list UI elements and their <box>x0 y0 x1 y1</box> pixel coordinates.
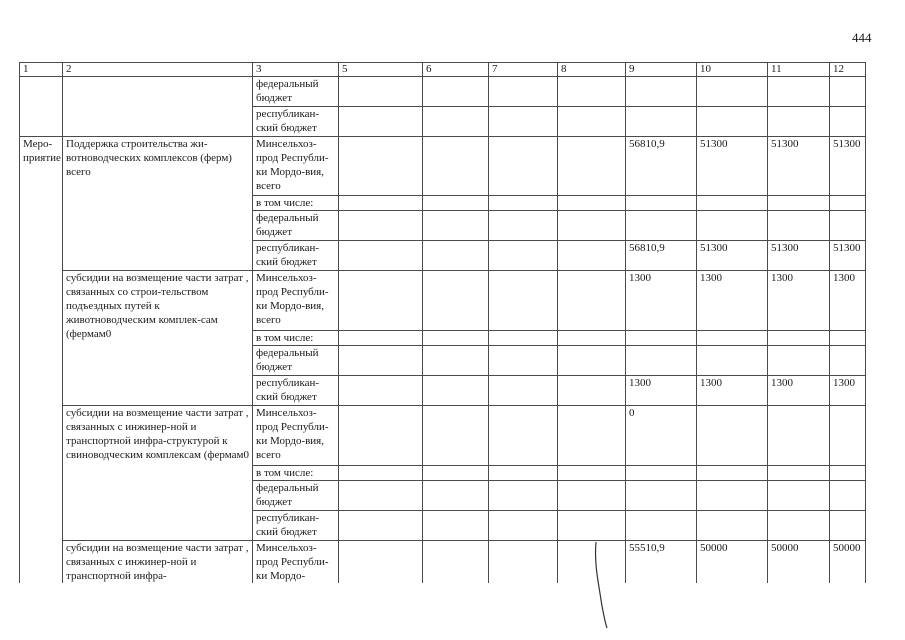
value-cell: 56810,9 <box>626 137 697 196</box>
header-row <box>20 63 866 77</box>
value-cell: 0 <box>626 406 697 466</box>
executor: Минсельхоз-прод Республи-ки Мордо-вия, всего <box>253 271 339 331</box>
value-cell: 56810,9 <box>626 241 697 271</box>
funding-source: республикан-ский бюджет <box>253 511 339 541</box>
value-cell: 1300 <box>768 376 830 406</box>
funding-source: федеральный бюджет <box>253 346 339 376</box>
executor: Минсельхоз-прод Республи-ки Мордо-вия, всего <box>253 137 339 196</box>
table-row <box>20 137 866 196</box>
measure-name: субсидии на возмещение части затрат , связанных со строи-тельством подъездных путей к животноводческим комплек-сам (фермам0 <box>63 271 253 406</box>
cell <box>20 77 63 137</box>
funding-source: в том числе: <box>253 466 339 481</box>
cell <box>63 77 253 137</box>
header-cell: 12 <box>830 63 866 77</box>
value-cell: 51300 <box>830 137 866 196</box>
header-cell: 10 <box>697 63 768 77</box>
value-cell: 50000 <box>697 541 768 601</box>
value-cell: 51300 <box>768 137 830 196</box>
value-cell: 1300 <box>697 376 768 406</box>
value-cell: 1300 <box>830 376 866 406</box>
value-cell: 50000 <box>768 541 830 601</box>
measure-name: Поддержка строительства жи-вотноводческих комплексов (ферм) всего <box>63 137 253 271</box>
funding-source: республикан-ский бюджет <box>253 376 339 406</box>
funding-source: федеральный бюджет <box>253 77 339 107</box>
value-cell: 51300 <box>697 137 768 196</box>
header-cell: 11 <box>768 63 830 77</box>
funding-source: в том числе: <box>253 331 339 346</box>
measure-name: субсидии на возмещение части затрат , связанных с инжинер-ной и транспортной инфра-структурой к свиноводческим комплексам (фермам0 <box>63 406 253 541</box>
header-cell: 5 <box>339 63 423 77</box>
value-cell: 1300 <box>697 271 768 331</box>
value-cell: 55510,9 <box>626 541 697 601</box>
value-cell: 51300 <box>830 241 866 271</box>
executor: Минсельхоз-прод Республи-ки Мордо-вия, всего <box>253 406 339 466</box>
funding-source: федеральный бюджет <box>253 211 339 241</box>
funding-source: республикан-ский бюджет <box>253 107 339 137</box>
header-cell: 1 <box>20 63 63 77</box>
value-cell: 51300 <box>697 241 768 271</box>
header-cell: 9 <box>626 63 697 77</box>
funding-source: в том числе: <box>253 196 339 211</box>
measure-name: субсидии на возмещение части затрат , связанных с инжинер-ной и транспортной инфра- <box>63 541 253 601</box>
header-cell: 3 <box>253 63 339 77</box>
value-cell: 51300 <box>768 241 830 271</box>
executor: Минсельхоз-прод Республи-ки Мордо- <box>253 541 339 601</box>
value-cell: 1300 <box>626 271 697 331</box>
header-cell: 7 <box>489 63 558 77</box>
page-bottom-margin <box>0 583 905 640</box>
value-cell: 1300 <box>626 376 697 406</box>
header-cell: 8 <box>558 63 626 77</box>
page-number: 444 <box>852 30 872 45</box>
header-cell: 2 <box>63 63 253 77</box>
pen-stroke-mark <box>590 540 620 630</box>
value-cell: 1300 <box>768 271 830 331</box>
funding-source: республикан-ский бюджет <box>253 241 339 271</box>
table-row <box>20 271 866 331</box>
value-cell: 1300 <box>830 271 866 331</box>
budget-table <box>19 62 866 601</box>
table-row <box>20 77 866 107</box>
funding-source: федеральный бюджет <box>253 481 339 511</box>
value-cell: 50000 <box>830 541 866 601</box>
measure-type: Меро-приятие <box>20 137 63 601</box>
header-cell: 6 <box>423 63 489 77</box>
table-row <box>20 406 866 466</box>
